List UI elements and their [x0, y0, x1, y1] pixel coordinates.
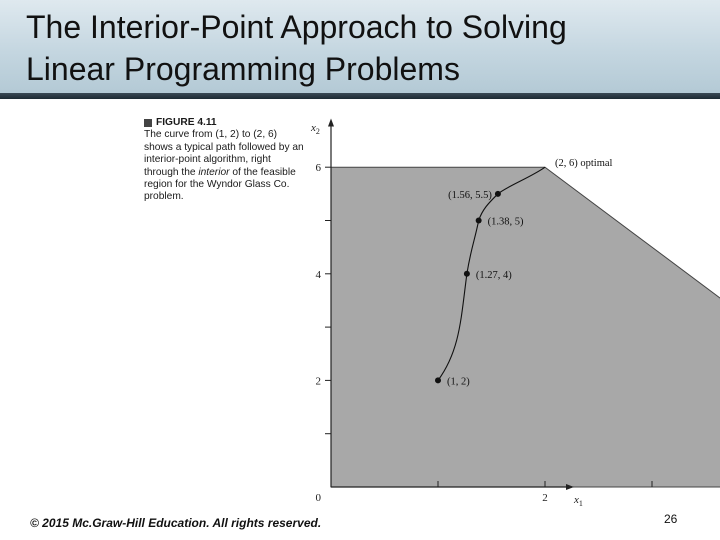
y-tick-label: 6 [315, 162, 321, 175]
origin-label: 0 [315, 492, 321, 504]
figure-label-text: FIGURE 4.11 [156, 117, 217, 128]
path-point-label: (2, 6) optimal [555, 158, 613, 170]
path-point [495, 191, 501, 197]
copyright-footer: © 2015 Mc.Graw-Hill Education. All rights reserved. [30, 516, 322, 530]
caption-part-2: of the feasible region for the Wyndor Glass Co. problem. [144, 166, 296, 203]
x-tick-label: 2 [542, 492, 548, 504]
path-point [476, 218, 482, 224]
caption-part-1: The curve from (1, 2) to (2, 6) shows a typical path followed by an interior-point algorithm, right through the [144, 129, 304, 178]
path-point [464, 271, 470, 277]
path-point-label: (1.38, 5) [487, 216, 524, 228]
y-tick-label: 4 [315, 268, 321, 281]
slide-title-line-2: Linear Programming Problems [26, 51, 460, 87]
path-point [435, 377, 441, 383]
path-point-label: (1.56, 5.5) [448, 189, 492, 201]
path-point-label: (1.27, 4) [475, 269, 512, 281]
caption-emphasis: interior [198, 166, 230, 178]
x1-axis-label: $x_1$ [574, 494, 583, 508]
feasible-region [331, 167, 720, 487]
slide-title-line-1: The Interior-Point Approach to Solving [26, 9, 567, 45]
x2-axis-arrow-icon [328, 119, 334, 127]
y-tick-label: 2 [315, 375, 321, 388]
page-number: 26 [664, 512, 678, 526]
path-point-label: (1, 2) [447, 376, 470, 388]
x2-axis-label: $x_2$ [311, 122, 320, 136]
